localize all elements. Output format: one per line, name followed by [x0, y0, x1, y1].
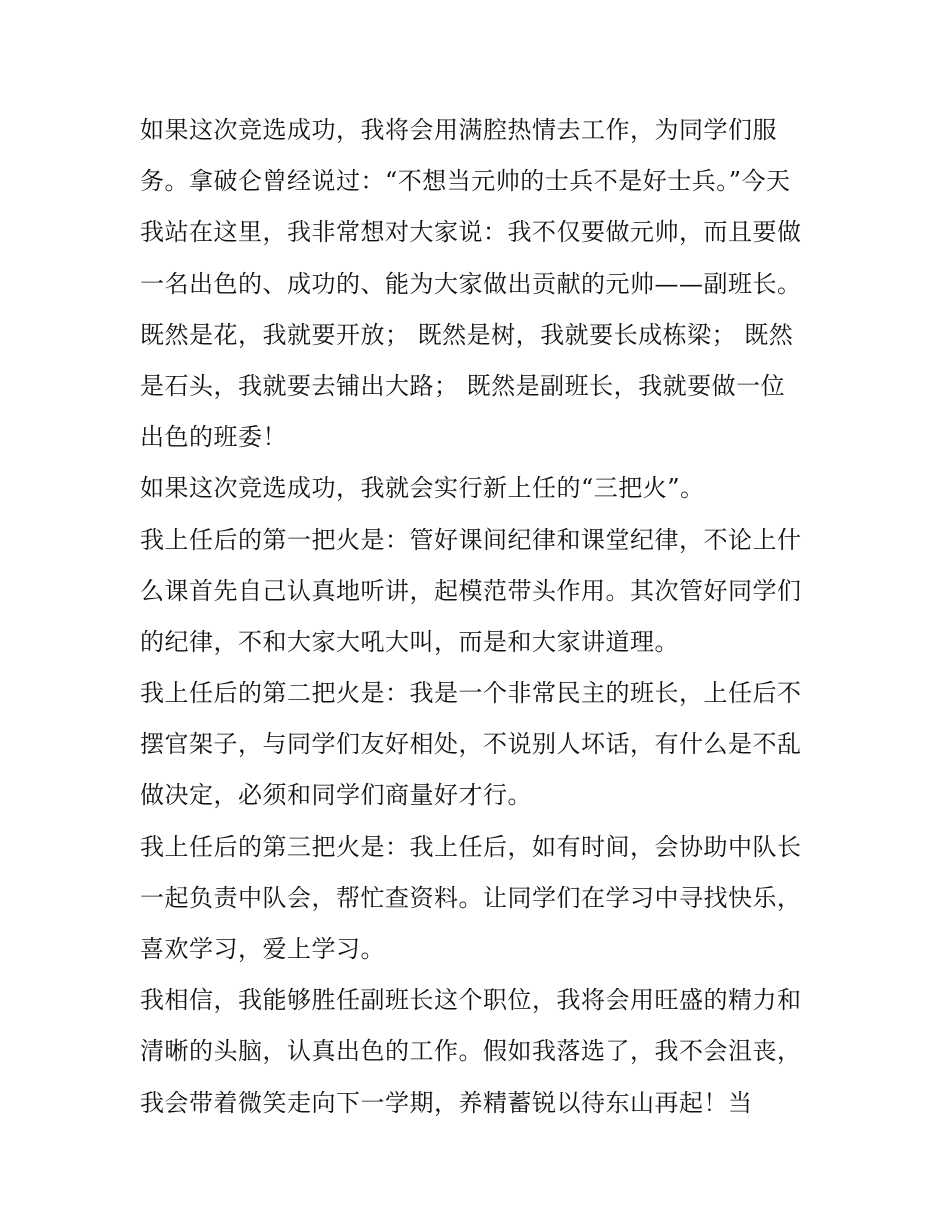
text-line: 一名出色的、成功的、能为大家做出贡献的元帅——副班长。 — [140, 269, 802, 298]
document-body — [140, 105, 830, 1129]
text-line: 喜欢学习，爱上学习。 — [140, 935, 385, 963]
text-line: 一起负责中队会，帮忙查资料。让同学们在学习中寻找快乐， — [140, 883, 802, 912]
text-line: 如果这次竞选成功，我将会用满腔热情去工作，为同学们服 — [140, 116, 777, 144]
text-line: 我站在这里，我非常想对大家说：我不仅要做元帅，而且要做 — [140, 218, 802, 247]
text-line: 清晰的头脑，认真出色的工作。假如我落选了，我不会沮丧， — [140, 1037, 802, 1066]
text-line: 是石头，我就要去铺出大路； 既然是副班长，我就要做一位 — [140, 371, 786, 400]
text-line: 我相信，我能够胜任副班长这个职位，我将会用旺盛的精力和 — [140, 986, 802, 1015]
text-line: 的纪律，不和大家大吼大叫，而是和大家讲道理。 — [140, 627, 679, 656]
text-line: 么课首先自己认真地听讲，起模范带头作用。其次管好同学们 — [140, 576, 802, 605]
text-line: 既然是花，我就要开放； 既然是树，我就要长成栋梁； 既然 — [140, 320, 794, 349]
text-line: 摆官架子，与同学们友好相处，不说别人坏话，有什么是不乱 — [140, 730, 802, 759]
text-line: 做决定，必须和同学们商量好才行。 — [140, 781, 532, 810]
text-line: 我会带着微笑走向下一学期，养精蓄锐以待东山再起！当 — [140, 1088, 753, 1117]
text-line: 如果这次竞选成功，我就会实行新上任的“三把火”。 — [140, 474, 705, 503]
text-line: 我上任后的第一把火是：管好课间纪律和课堂纪律，不论上什 — [140, 525, 802, 554]
text-line: 我上任后的第三把火是：我上任后，如有时间，会协助中队长 — [140, 832, 802, 861]
text-line: 出色的班委！ — [140, 423, 287, 452]
text-line: 务。拿破仑曾经说过：“不想当元帅的士兵不是好士兵。”今天 — [140, 167, 791, 196]
text-line: 我上任后的第二把火是：我是一个非常民主的班长，上任后不 — [140, 679, 802, 708]
